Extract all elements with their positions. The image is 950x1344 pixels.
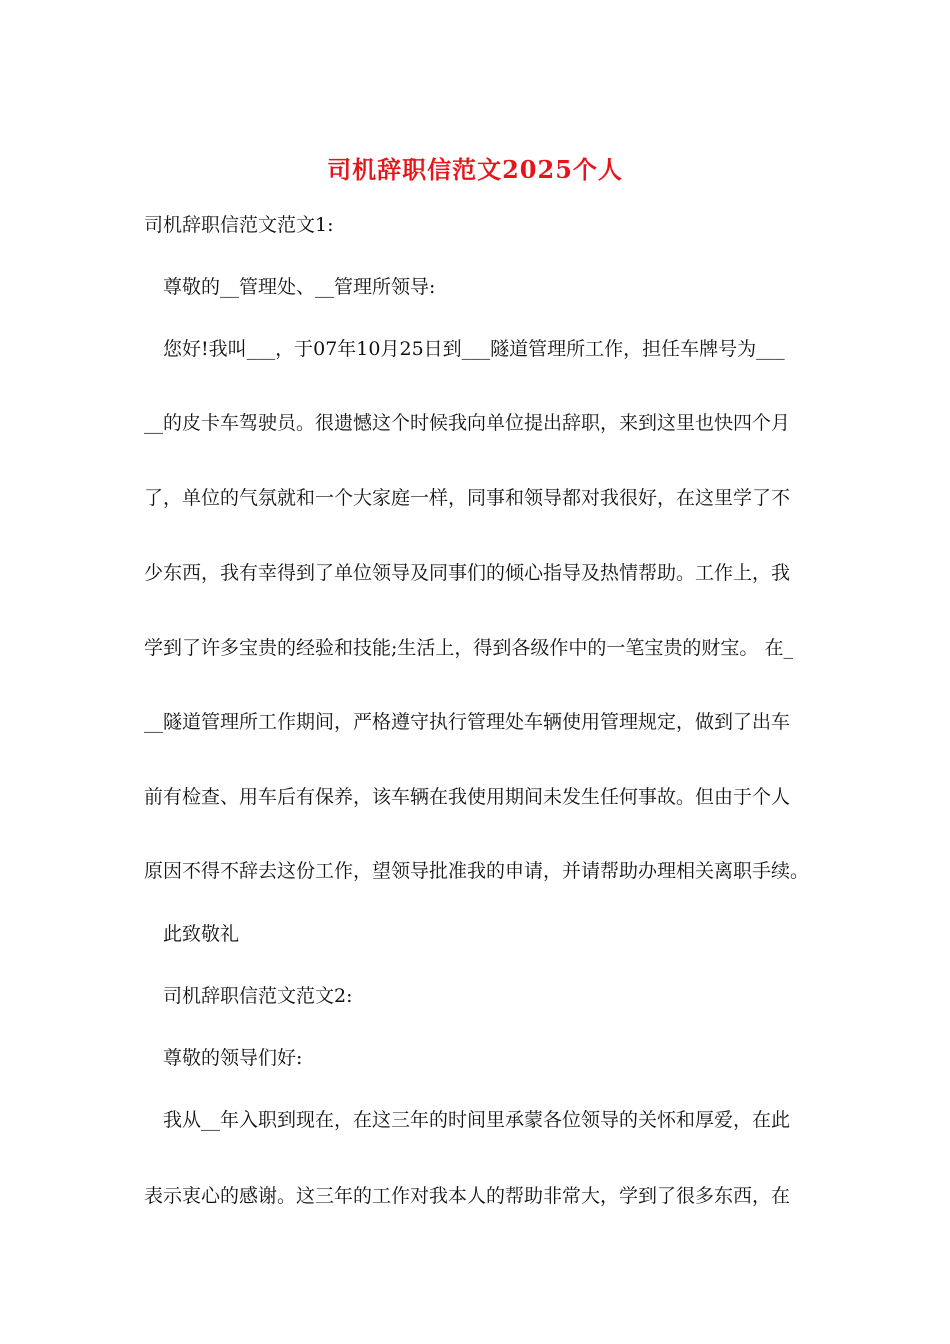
closing-line: 此致敬礼 — [163, 923, 240, 945]
paragraph-line: __的皮卡车驾驶员。很遗憾这个时候我向单位提出辞职，来到这里也快四个月 — [144, 412, 791, 434]
paragraph-line: 我从__年入职到现在，在这三年的时间里承蒙各位领导的关怀和厚爱，在此 — [163, 1109, 791, 1131]
paragraph-line: 原因不得不辞去这份工作，望领导批准我的申请，并请帮助办理相关离职手续。 — [144, 860, 810, 882]
document-title: 司机辞职信范文2025个人 — [327, 155, 623, 184]
salutation-line: 尊敬的领导们好: — [163, 1047, 303, 1069]
paragraph-line: 尊敬的__管理处、__管理所领导: — [163, 276, 436, 298]
paragraph-line: 少东西，我有幸得到了单位领导及同事们的倾心指导及热情帮助。工作上，我 — [144, 562, 791, 584]
paragraph-line: 表示衷心的感谢。这三年的工作对我本人的帮助非常大，学到了很多东西，在 — [144, 1185, 791, 1207]
paragraph-line: __隧道管理所工作期间，严格遵守执行管理处车辆使用管理规定，做到了出车 — [144, 711, 791, 733]
section-heading: 司机辞职信范文范文2: — [163, 985, 353, 1007]
paragraph-line: 前有检查、用车后有保养，该车辆在我使用期间未发生任何事故。但由于个人 — [144, 786, 791, 808]
paragraph-line: 学到了许多宝贵的经验和技能;生活上，得到各级作中的一笔宝贵的财宝。 在_ — [144, 637, 793, 659]
paragraph-line: 了，单位的气氛就和一个大家庭一样，同事和领导都对我很好，在这里学了不 — [144, 487, 791, 509]
paragraph-line: 司机辞职信范文范文1: — [144, 214, 334, 236]
paragraph-line: 您好!我叫___，于07年10月25日到___隧道管理所工作，担任车牌号为___ — [163, 338, 785, 360]
